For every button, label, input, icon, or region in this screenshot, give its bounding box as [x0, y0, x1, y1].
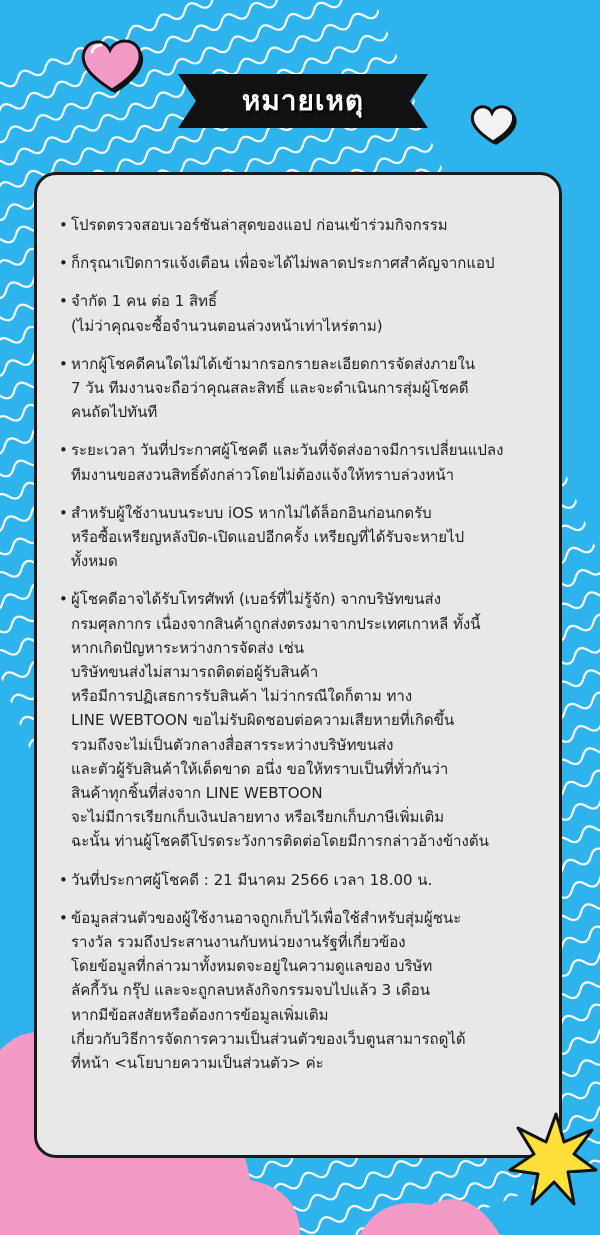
pink-heart-icon — [78, 36, 146, 94]
yellow-star-icon — [508, 1112, 598, 1208]
note-item: • จำกัด 1 คน ต่อ 1 สิทธิ์ (ไม่ว่าคุณจะซื้อจำนวนตอนล่วงหน้าเท่าไหร่ตาม) — [59, 289, 541, 337]
notes-panel — [34, 172, 562, 1158]
note-item: • โปรดตรวจสอบเวอร์ชันล่าสุดของแอป ก่อนเข้าร่วมกิจกรรม — [59, 213, 541, 237]
page-title: หมายเหตุ — [241, 84, 365, 117]
white-heart-icon — [468, 102, 518, 146]
notes-list — [59, 213, 541, 1075]
note-item: • สำหรับผู้ใช้งานบนระบบ iOS หากไม่ได้ล็อกอินก่อนกดรับ หรือซื้อเหรียญหลังปิด-เปิดแอปอีกครั้ง เหรียญที่ได้รับจะหายไป ทั้งหมด — [59, 501, 541, 574]
note-item: • วันที่ประกาศผู้โชคดี : 21 มีนาคม 2566 เวลา 18.00 น. — [59, 868, 541, 892]
note-item: • หากผู้โชคดีคนใดไม่ได้เข้ามากรอกรายละเอียดการจัดส่งภายใน 7 วัน ทีมงานจะถือว่าคุณสละสิทธิ์ และจะดำเนินการสุ่มผู้โชคดี คนถัดไปทันที — [59, 352, 541, 425]
note-item: • ระยะเวลา วันที่ประกาศผู้โชคดี และวันที่จัดส่งอาจมีการเปลี่ยนแปลง ทีมงานขอสงวนสิทธิ์ดังกล่าวโดยไม่ต้องแจ้งให้ทราบล่วงหน้า — [59, 438, 541, 486]
note-item: • ก็กรุณาเปิดการแจ้งเตือน เพื่อจะได้ไม่พลาดประกาศสำคัญจากแอป — [59, 251, 541, 275]
note-item: • ผู้โชคดีอาจได้รับโทรศัพท์ (เบอร์ที่ไม่รู้จัก) จากบริษัทขนส่ง กรมศุลกากร เนื่องจากสินค้าถูกส่งตรงมาจากประเทศเกาหลี ทั้งนี้ หากเกิดปัญหาระหว่างการจัดส่ง เช่น บริษัทขนส่งไม่สามารถติดต่อผู้รับสินค้า หรือมีการปฏิเสธการรับสินค้า ไม่ว่ากรณีใดก็ตาม ทาง LINE WEBTOON ขอไม่รับผิดชอบต่อความเสียหายที่เกิดขึ้น รวมถึงจะไม่เป็นตัวกลางสื่อสารระหว่างบริษัทขนส่ง และตัวผู้รับสินค้าให้เด็ดขาด อนึ่ง ขอให้ทราบเป็นที่ทั่วกันว่า สินค้าทุกชิ้นที่ส่งจาก LINE WEBTOON จะไม่มีการเรียกเก็บเงินปลายทาง หรือเรียกเก็บภาษีเพิ่มเติม ฉะนั้น ท่านผู้โชคดีโปรดระวังการติดต่อโดยมีการกล่าวอ้างข้างต้น — [59, 587, 541, 853]
note-item: • ข้อมูลส่วนตัวของผู้ใช้งานอาจถูกเก็บไว้เพื่อใช้สำหรับสุ่มผู้ชนะ รางวัล รวมถึงประสานงานกับหน่วยงานรัฐที่เกี่ยวข้อง โดยข้อมูลที่กล่าวมาทั้งหมดจะอยู่ในความดูแลของ บริษัท ลัคกี้วัน กรุ๊ป และจะถูกลบหลังกิจกรรมจบไปแล้ว 3 เดือน หากมีข้อสงสัยหรือต้องการข้อมูลเพิ่มเติม เกี่ยวกับวิธีการจัดการความเป็นส่วนตัวของเว็บตูนสามารถดูได้ ที่หน้า <นโยบายความเป็นส่วนตัว> ค่ะ — [59, 906, 541, 1075]
